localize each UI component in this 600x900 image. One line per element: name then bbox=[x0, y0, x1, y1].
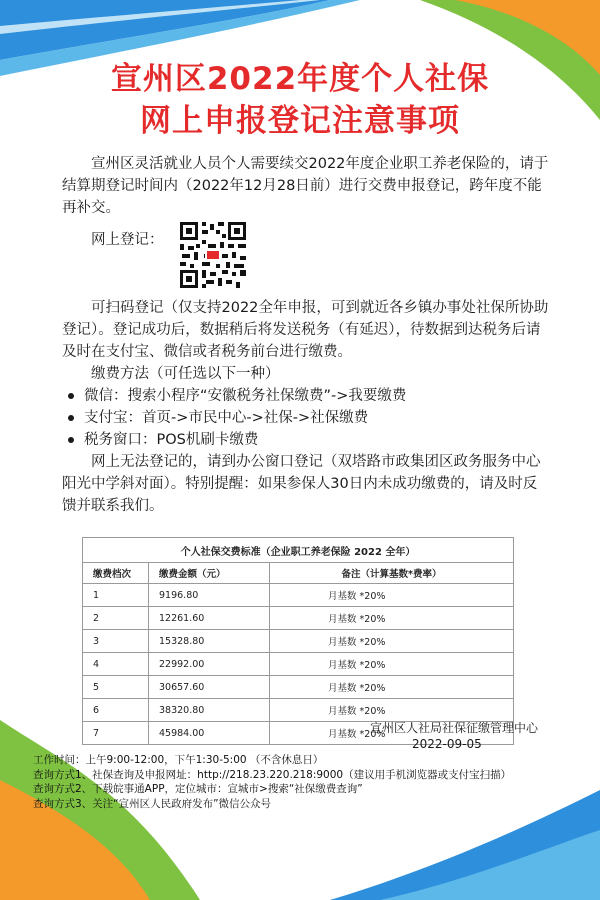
scan-note: 可扫码登记（仅支持2022全年申报，可到就近各乡镇办事处社保所协助登记）。登记成功后，数据稍后将发送税务（有延迟），待数据到达税务后请及时在支付宝、微信或者税务前台进行缴费。 bbox=[62, 300, 549, 360]
cell-level: 1 bbox=[83, 584, 149, 607]
cell-note: 月基数 *20% bbox=[270, 584, 514, 607]
qr-code-icon[interactable] bbox=[178, 220, 248, 290]
cell-level: 2 bbox=[83, 607, 149, 630]
online-registration-label: 网上登记： bbox=[91, 232, 164, 248]
table-row bbox=[83, 607, 514, 630]
table-row bbox=[83, 584, 514, 607]
cell-note: 月基数 *20% bbox=[270, 699, 514, 722]
cell-amount: 12261.60 bbox=[149, 607, 270, 630]
payment-method-alipay bbox=[62, 407, 550, 429]
method-text: 税务窗口：POS机刷卡缴费 bbox=[84, 432, 259, 448]
cell-note: 月基数 *20% bbox=[270, 676, 514, 699]
issue-date: 2022-09-05 bbox=[412, 737, 482, 751]
table-row bbox=[83, 630, 514, 653]
bullet-icon bbox=[68, 437, 74, 443]
query-method-2: 查询方式2、下载皖事通APP，定位城市：宣城市>搜索“社保缴费查询” bbox=[33, 783, 363, 795]
fee-standard-table bbox=[82, 537, 514, 745]
query-method-1: 查询方式1、社保查询及申报网址：http://218.23.220.218:9000（建议用手机浏览器或支付宝扫描） bbox=[33, 768, 512, 781]
header-level: 缴费档次 bbox=[83, 563, 149, 584]
cell-amount: 38320.80 bbox=[149, 699, 270, 722]
page-title bbox=[0, 58, 600, 142]
title-line-2: 网上申报登记注意事项 bbox=[140, 103, 460, 139]
table-row bbox=[83, 676, 514, 699]
payment-methods-list bbox=[62, 385, 550, 451]
intro-paragraph: 宣州区灵活就业人员个人需要续交2022年度企业职工养老保险的，请于结算期登记时间内（2022年12月28日前）进行交费申报登记，跨年度不能再补交。 bbox=[62, 156, 549, 216]
cell-note: 月基数 *20% bbox=[270, 722, 514, 745]
intro-section bbox=[62, 153, 550, 219]
title-line-1: 宣州区2022年度个人社保 bbox=[110, 61, 490, 97]
cell-amount: 9196.80 bbox=[149, 584, 270, 607]
footer-info bbox=[33, 753, 573, 811]
work-hours: 工作时间：上午9:00-12:00，下午1:30-5:00 （不含休息日） bbox=[33, 754, 324, 766]
payment-method-tax-window bbox=[62, 429, 550, 451]
cell-note: 月基数 *20% bbox=[270, 653, 514, 676]
cell-level: 4 bbox=[83, 653, 149, 676]
cell-level: 3 bbox=[83, 630, 149, 653]
cell-note: 月基数 *20% bbox=[270, 630, 514, 653]
payment-method-wechat bbox=[62, 385, 550, 407]
cell-amount: 30657.60 bbox=[149, 676, 270, 699]
cell-note: 月基数 *20% bbox=[270, 607, 514, 630]
table-caption: 个人社保交费标准（企业职工养老保险 2022 全年） bbox=[82, 537, 514, 562]
cell-level: 6 bbox=[83, 699, 149, 722]
instructions-section bbox=[62, 297, 550, 517]
table-row bbox=[83, 699, 514, 722]
header-amount: 缴费金额（元） bbox=[149, 563, 270, 584]
query-method-3: 查询方式3、关注“宣州区人民政府发布”微信公众号 bbox=[33, 797, 272, 810]
method-text: 微信：搜索小程序“安徽税务社保缴费”->我要缴费 bbox=[84, 388, 407, 404]
bullet-icon bbox=[68, 393, 74, 399]
cell-level: 5 bbox=[83, 676, 149, 699]
methods-title: 缴费方法（可任选以下一种） bbox=[91, 366, 280, 382]
cell-amount: 45984.00 bbox=[149, 722, 270, 745]
qr-code-graphic bbox=[178, 220, 248, 290]
bullet-icon bbox=[68, 415, 74, 421]
table-row bbox=[83, 653, 514, 676]
issuer-org: 宣州区人社局社保征缴管理中心 bbox=[370, 721, 539, 735]
offline-note: 网上无法登记的，请到办公窗口登记（双塔路市政集团区政务服务中心阳光中学斜对面）。特别提醒：如果参保人30日内未成功缴费的，请及时反馈并联系我们。 bbox=[62, 454, 541, 514]
cell-level: 7 bbox=[83, 722, 149, 745]
cell-amount: 22992.00 bbox=[149, 653, 270, 676]
cell-amount: 15328.80 bbox=[149, 630, 270, 653]
method-text: 支付宝：首页->市民中心->社保->社保缴费 bbox=[84, 410, 369, 426]
table-header-row bbox=[83, 563, 514, 584]
header-note: 备注（计算基数*费率） bbox=[270, 563, 514, 584]
